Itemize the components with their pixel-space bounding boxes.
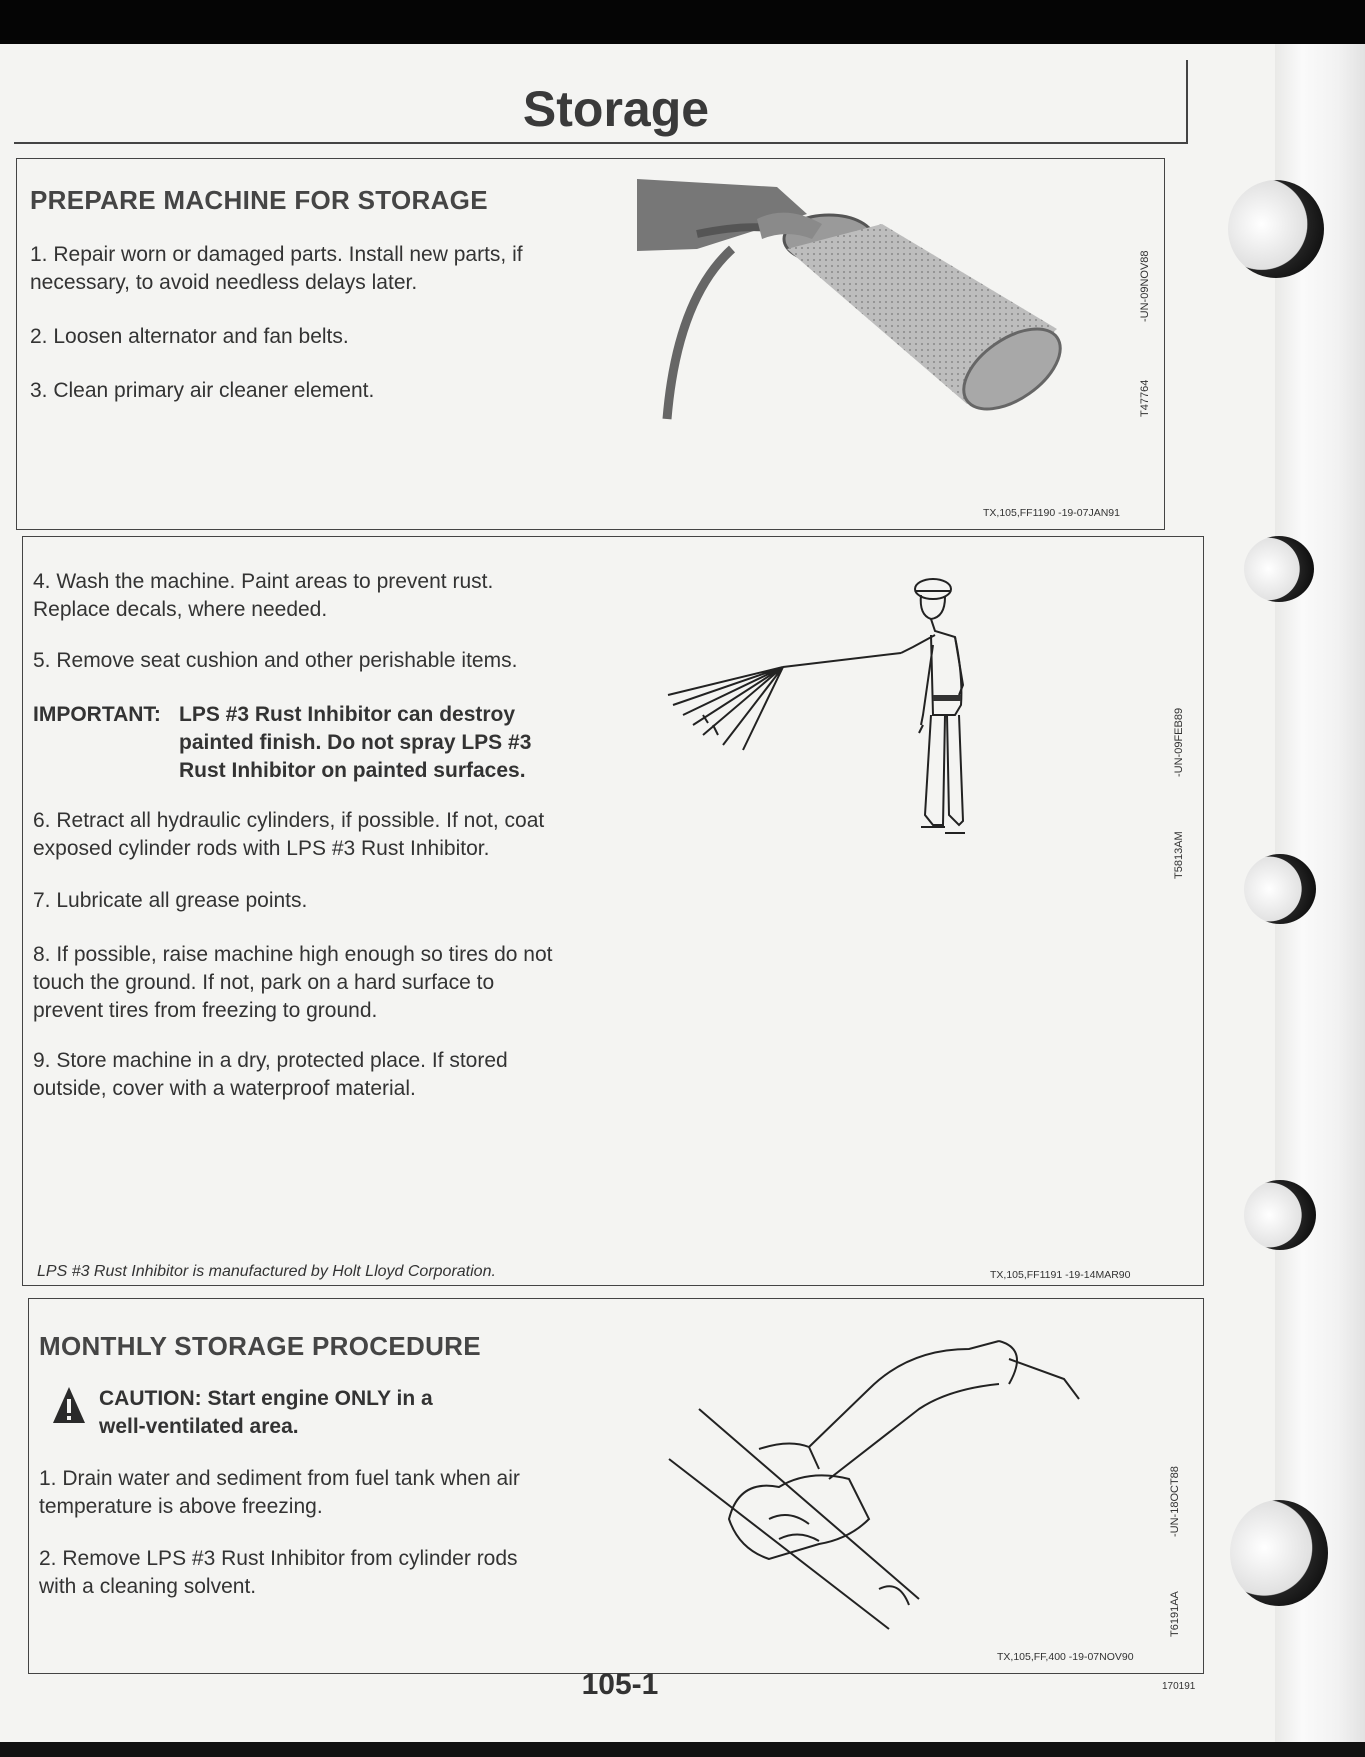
section-reference: TX,105,FF,400 -19-07NOV90 <box>997 1651 1134 1663</box>
important-text: LPS #3 Rust Inhibitor can destroy painted finish. Do not spray LPS #3 Rust Inhibitor on painted surfaces. <box>179 703 532 782</box>
section-reference: TX,105,FF1190 -19-07JAN91 <box>983 507 1120 519</box>
binder-hole <box>1230 1500 1328 1606</box>
binder-hole <box>1228 180 1324 278</box>
warning-triangle-icon <box>51 1385 87 1425</box>
section-storage-steps <box>22 536 1204 1286</box>
title-rule-right <box>1186 60 1188 144</box>
scan-top-border <box>0 0 1365 44</box>
section-reference: TX,105,FF1191 -19-14MAR90 <box>990 1269 1131 1281</box>
binder-hole <box>1244 1180 1316 1250</box>
section-heading: MONTHLY STORAGE PROCEDURE <box>39 1331 481 1361</box>
step-1: 1. Repair worn or damaged parts. Install new parts, if necessary, to avoid needless delays later. <box>30 243 523 294</box>
caution-text: CAUTION: Start engine ONLY in a well-ventilated area. <box>99 1387 433 1438</box>
step-8: 8. If possible, raise machine high enough so tires do not touch the ground. If not, park on a hard surface to prevent tires from freezing to ground. <box>33 943 553 1022</box>
image-code: T5813AM <box>1173 831 1185 879</box>
step-5: 5. Remove seat cushion and other perishable items. <box>33 649 518 672</box>
footnote: LPS #3 Rust Inhibitor is manufactured by Holt Lloyd Corporation. <box>37 1263 496 1280</box>
title-rule <box>14 142 1186 144</box>
step-3: 3. Clean primary air cleaner element. <box>30 379 375 402</box>
step-2: 2. Remove LPS #3 Rust Inhibitor from cylinder rods with a cleaning solvent. <box>39 1547 518 1598</box>
step-2: 2. Loosen alternator and fan belts. <box>30 325 349 348</box>
section-monthly-storage <box>28 1298 1204 1674</box>
page-code: 170191 <box>1162 1681 1196 1692</box>
cleaning-rod-illustration <box>669 1329 1119 1629</box>
scan-bottom-border <box>0 1742 1365 1757</box>
pressure-washer-illustration <box>663 575 1023 875</box>
caution-block <box>51 1385 611 1445</box>
image-code: -UN-09NOV88 <box>1139 250 1151 322</box>
page-title: Storage <box>522 81 710 137</box>
image-code: -UN-09FEB89 <box>1173 707 1185 777</box>
image-code: -UN-18OCT88 <box>1169 1466 1181 1537</box>
step-7: 7. Lubricate all grease points. <box>33 889 308 912</box>
step-6: 6. Retract all hydraulic cylinders, if possible. If not, coat exposed cylinder rods with LPS #3 Rust Inhibitor. <box>33 809 545 860</box>
image-code: T47764 <box>1139 379 1151 417</box>
binder-hole <box>1244 854 1316 924</box>
important-note <box>33 701 633 791</box>
step-1: 1. Drain water and sediment from fuel tank when air temperature is above freezing. <box>39 1467 520 1518</box>
section-prepare-storage <box>16 158 1165 530</box>
step-9: 9. Store machine in a dry, protected place. If stored outside, cover with a waterproof material. <box>33 1049 508 1100</box>
binder-hole <box>1244 536 1314 602</box>
important-label: IMPORTANT: <box>33 703 161 726</box>
page-number: 105-1 <box>581 1668 659 1701</box>
air-cleaner-illustration <box>637 179 1077 429</box>
image-code: T6191AA <box>1169 1591 1181 1637</box>
step-4: 4. Wash the machine. Paint areas to prevent rust. Replace decals, where needed. <box>33 570 494 621</box>
section-heading: PREPARE MACHINE FOR STORAGE <box>30 185 488 215</box>
